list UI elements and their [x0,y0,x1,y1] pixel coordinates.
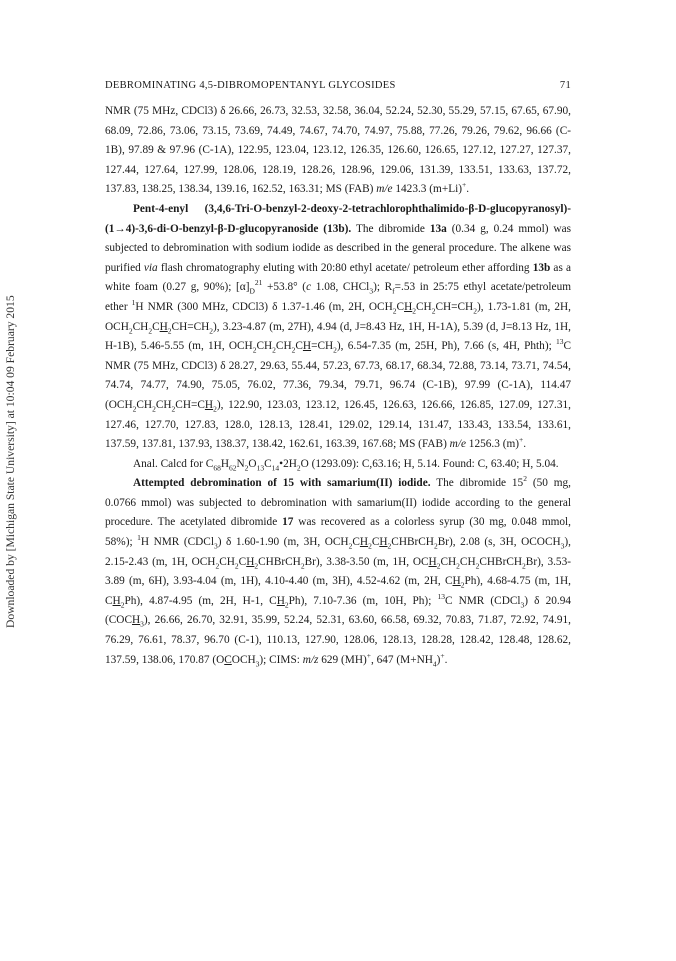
section-heading: Pent-4-enyl (3,4,6-Tri-O-benzyl-2-deoxy-2-tetrachlorophthalimido-β-D-glucopyranosyl)-(1→4)-3,6-di-O-benzyl-β-D-glucopyranoside (13b). [105,202,571,235]
paragraph-compound-13b: Pent-4-enyl (3,4,6-Tri-O-benzyl-2-deoxy-2-tetrachlorophthalimido-β-D-glucopyranosyl)-(1→4)-3,6-di-O-benzyl-β-D-glucopyranoside (13b). The dibromide 13a (0.34 g, 0.24 mmol) was subjected to debromination with sodium iodide as described in the general procedure. The alkene was purified via flash chromatography eluting with 20:80 ethyl acetate/ petroleum ether affording 13b as a white foam (0.27 g, 90%); $[\alpha]_D^{21} +53.8^\circ$ (c 1.08, CHCl$_3$); $R_f=.53$ in 25:75 ethyl acetate/petroleum ether $^1$H NMR (300 MHz, CDCl3) δ 1.37-1.46 (m, 2H, $OCH_2CH_2CH_2CH=CH_2$), 1.73-1.81 (m, 2H, $OCH_2CH_2CH_2CH=CH_2$), 3.23-4.87 (m, 27H), 4.94 (d, J=8.43 Hz, 1H, H-1A), 5.39 (d, J=8.13 Hz, 1H, H-1B), 5.46-5.55 (m, 1H, $OCH_2CH_2CH_2CH=CH_2$), 6.54-7.35 (m, 25H, Ph), 7.66 (s, 4H, Phth); $^{13}$C NMR (75 MHz, CDCl3) δ 28.27, 29.63, 55.44, 57.23, 67.73, 68.17, 68.34, 72.88, 73.14, 73.71, 74.54, 74.74, 74.77, 74.90, 75.05, 76.02, 77.36, 79.34, 79.71, 96.74 (C-1B), 97.99 (C-1A), 114.47 $(OCH_2CH_2CH_2CH=CH_2)$, 122.90, 123.03, 123.12, 126.45, 126.63, 126.66, 126.85, 127.09, 127.31, 127.46, 127.70, 127.83, 128.0, 128.13, 128.41, 129.02, 129.14, 131.47, 133.43, 133.54, 133.61, 137.59, 137.81, 137.93, 138.37, 138.42, 162.61, 163.39, 167.68; MS (FAB) m/e 1256.3 (m)+. [105,202,571,451]
page-body [105,102,571,670]
paragraph-elemental-analysis: Anal. Calcd for $C_{68}H_{62}N_2O_{13}C_{14}•2H_2O$ (1293.09): C,63.16; H, 5.14. Found: C, 63.40; H, 5.04. [133,457,559,472]
paragraph-nmr-continued: NMR (75 MHz, CDCl3) δ 26.66, 26.73, 32.53, 32.58, 36.04, 52.24, 52.30, 55.29, 57.15, 67.65, 67.90, 68.09, 72.86, 73.06, 73.15, 73.69, 74.49, 74.67, 74.70, 74.97, 75.88, 77.26, 79.26, 79.62, 96.66 (C-1B), 97.89 & 97.96 (C-1A), 122.95, 123.04, 123.12, 126.35, 126.60, 126.65, 127.12, 127.27, 127.37, 127.44, 127.64, 127.99, 128.06, 128.19, 128.26, 128.96, 129.06, 131.39, 133.51, 133.63, 137.72, 137.83, 138.25, 138.34, 139.16, 162.52, 163.31; MS (FAB) m/e 1423.3 (m+Li)+. [105,105,571,196]
paragraph-samarium-debromination: Attempted debromination of 15 with samarium(II) iodide. The dibromide $15^2$ (50 mg, 0.0766 mmol) was subjected to debromination with samarium(II) iodide according to the general procedure. The acetylated dibromide 17 was recovered as a colorless syrup (30 mg, 0.048 mmol, 58%); $^1$H NMR (CDCl$_3$) δ 1.60-1.90 (m, 3H, $OCH_2CH_2CH_2CHBrCH_2Br$), 2.08 (s, 3H, $OCOCH_3$), 2.15-2.43 (m, 1H, $OCH_2CH_2CH_2CHBrCH_2Br$), 3.38-3.50 (m, 1H, $OCH_2CH_2CH_2CHBrCH_2Br$), 3.53-3.89 (m, 6H), 3.93-4.04 (m, 1H), 4.10-4.40 (m, 3H), 4.52-4.62 (m, 2H, $CH_2Ph$), 4.68-4.75 (m, 1H, $CH_2Ph$), 4.87-4.95 (m, 2H, H-1, $CH_2Ph$), 7.10-7.36 (m, 10H, Ph); $^{13}$C NMR (CDCl$_3$) δ 20.94 $(COCH_3)$, 26.66, 26.70, 32.91, 35.99, 52.24, 52.31, 63.60, 66.58, 69.32, 70.83, 71.87, 72.92, 74.91, 76.29, 76.61, 78.37, 96.70 (C-1), 110.13, 127.90, 128.06, 128.13, 128.28, 128.42, 128.48, 128.62, 137.59, 138.06, 170.87 $(OCOCH_3)$; CIMS: m/z 629 (MH)+, 647 $(M+NH_4)^+$. [105,474,572,668]
page-number: 71 [559,80,571,91]
running-title: DEBROMINATING 4,5-DIBROMOPENTANYL GLYCOSIDES [105,80,396,91]
section-heading: Attempted debromination of 15 with samarium(II) iodide. [133,477,431,490]
download-watermark: Downloaded by [Michigan State University] at 10:04 09 February 2015 [4,295,17,628]
